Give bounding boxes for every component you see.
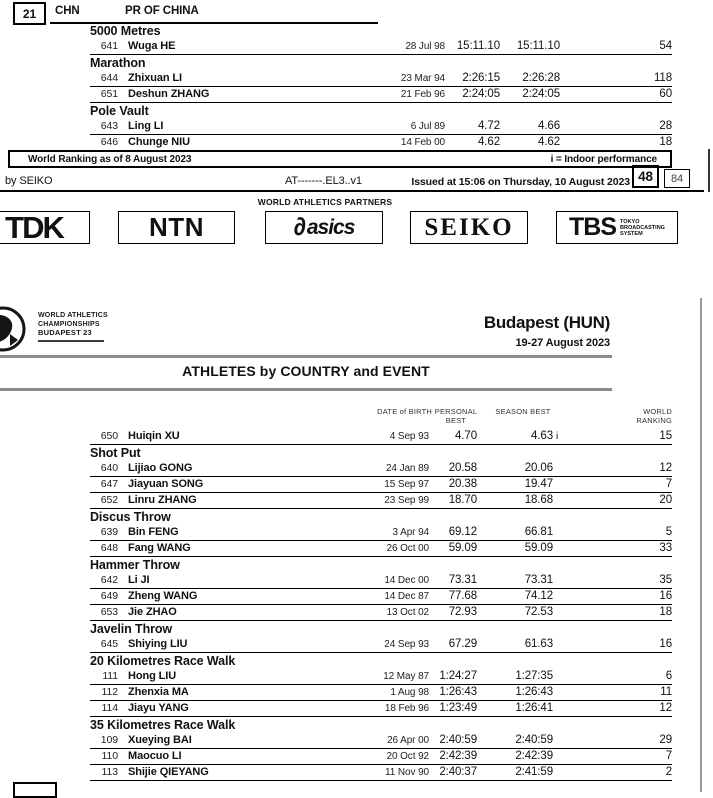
- athlete-row: [90, 573, 672, 589]
- season-best: 15:11.10: [516, 40, 560, 52]
- season-best: 73.31: [524, 574, 553, 586]
- season-best: 19.47: [524, 478, 553, 490]
- bib-number: 111: [102, 670, 118, 682]
- event-header: 5000 Metres: [90, 24, 161, 38]
- pb-header-line1: PERSONAL: [434, 407, 478, 416]
- personal-best: 73.31: [448, 574, 477, 586]
- event-header: 20 Kilometres Race Walk: [90, 654, 236, 668]
- country-rank: 21: [22, 6, 37, 21]
- personal-best: 72.93: [448, 606, 477, 618]
- rank-header-line2: RANKING: [636, 415, 672, 425]
- issued-timestamp: Issued at 15:06 on Thursday, 10 August 2023: [411, 176, 630, 188]
- date-of-birth: 14 Dec 87: [384, 591, 429, 602]
- event-header: Pole Vault: [90, 104, 149, 118]
- athlete-name: Xueying BAI: [128, 734, 192, 746]
- athlete-row: [90, 119, 672, 135]
- date-of-birth: 14 Feb 00: [400, 137, 445, 148]
- world-ranking: 12: [659, 462, 672, 474]
- athlete-row: [90, 135, 672, 151]
- date-of-birth: 18 Feb 96: [384, 703, 429, 714]
- page-total-box: [664, 169, 690, 188]
- date-of-birth: 14 Dec 00: [384, 575, 429, 586]
- bib-number: 646: [100, 136, 118, 148]
- world-ranking: 12: [659, 702, 672, 714]
- world-ranking: 16: [659, 638, 672, 650]
- date-of-birth: 24 Jan 89: [385, 463, 429, 474]
- athlete-row: [90, 749, 672, 765]
- date-of-birth: 11 Nov 90: [385, 767, 429, 778]
- athlete-row: [90, 477, 672, 493]
- athlete-name: Ling LI: [128, 120, 164, 132]
- page2-athlete-table: [90, 408, 672, 781]
- tbs-logo-subtext: [620, 219, 665, 237]
- bib-number: 641: [100, 40, 118, 52]
- athlete-name: Li JI: [128, 574, 150, 586]
- bib-number: 645: [100, 638, 118, 650]
- date-of-birth: 6 Jul 89: [410, 121, 445, 132]
- world-ranking: 20: [659, 494, 672, 506]
- season-best: 66.81: [524, 526, 553, 538]
- athlete-name: Deshun ZHANG: [128, 88, 210, 100]
- bib-number: 650: [100, 430, 118, 442]
- date-of-birth: 21 Feb 96: [400, 89, 445, 100]
- season-best: 2:42:39: [515, 750, 553, 762]
- column-header-rank: [566, 408, 672, 425]
- asics-spiral-icon: ∂: [293, 213, 306, 241]
- athlete-row: [90, 637, 672, 653]
- column-header-dob: DATE of BIRTH: [377, 407, 432, 416]
- personal-best: 59.09: [448, 542, 477, 554]
- tbs-sub-line2: BROADCASTING: [620, 224, 665, 231]
- date-of-birth: 3 Apr 94: [392, 527, 429, 538]
- athlete-row: [90, 765, 672, 781]
- athlete-row: [90, 733, 672, 749]
- athlete-row: [90, 525, 672, 541]
- country-rank-box: [13, 2, 46, 25]
- ntn-logo-text: NTN: [149, 212, 204, 242]
- world-ranking: 16: [659, 590, 672, 602]
- season-best: 2:24:05: [522, 88, 560, 100]
- event-section: [90, 509, 672, 557]
- ntn-logo: [118, 211, 235, 244]
- athlete-name: Shiying LIU: [128, 638, 188, 650]
- season-best: 4.63: [531, 430, 553, 442]
- footer-rule: [0, 190, 704, 192]
- seiko-logo: [410, 211, 528, 244]
- world-ranking: 35: [659, 574, 672, 586]
- world-ranking: 33: [659, 542, 672, 554]
- event-section: [90, 445, 672, 509]
- world-ranking: 6: [665, 670, 672, 682]
- header-rule-top: [0, 355, 612, 358]
- tbs-logo: [556, 211, 678, 244]
- world-ranking: 2: [665, 766, 672, 778]
- bib-number: 643: [100, 120, 118, 132]
- personal-best: 2:26:15: [462, 72, 500, 84]
- athlete-row: [90, 605, 672, 621]
- athlete-name: Chunge NIU: [128, 136, 190, 148]
- athlete-row: [90, 541, 672, 557]
- date-of-birth: 15 Sep 97: [384, 479, 429, 490]
- bib-number: 112: [101, 686, 118, 698]
- event-header: Hammer Throw: [90, 558, 180, 572]
- pb-header-line2: BEST: [445, 415, 467, 425]
- event-section: [90, 653, 672, 717]
- bib-number: 648: [100, 542, 118, 554]
- date-of-birth: 26 Oct 00: [386, 543, 429, 554]
- athlete-name: Hong LIU: [128, 670, 177, 682]
- event-section: [90, 717, 672, 781]
- event-section: [90, 55, 672, 103]
- personal-best: 1:23:49: [439, 702, 477, 714]
- bib-number: 647: [100, 478, 118, 490]
- tbs-sub-line1: TOKYO: [620, 218, 640, 225]
- column-header-sb: SEASON BEST: [495, 407, 551, 416]
- partners-heading: WORLD ATHLETICS PARTNERS: [257, 197, 393, 207]
- date-of-birth: 4 Sep 93: [389, 431, 429, 442]
- date-of-birth: 26 Apr 00: [387, 735, 429, 746]
- tdk-logo-text: TDK: [5, 209, 63, 245]
- season-best: 72.53: [524, 606, 553, 618]
- date-of-birth: 28 Jul 98: [405, 41, 445, 52]
- date-of-birth: 23 Sep 99: [384, 495, 429, 506]
- page2-edge-line: [700, 298, 702, 792]
- athlete-row: [90, 461, 672, 477]
- bib-number: 644: [100, 72, 118, 84]
- event-header: Discus Throw: [90, 510, 171, 524]
- wordmark-underline: [38, 340, 104, 342]
- athlete-name: Fang WANG: [128, 542, 191, 554]
- athlete-name: Huiqin XU: [128, 430, 180, 442]
- athlete-name: Wuga HE: [128, 40, 176, 52]
- bib-number: 114: [101, 702, 118, 714]
- athlete-name: Jiayuan SONG: [128, 478, 204, 490]
- personal-best: 1:26:43: [439, 686, 477, 698]
- bib-number: 653: [100, 606, 118, 618]
- personal-best: 2:24:05: [462, 88, 500, 100]
- season-best: 20.06: [524, 462, 553, 474]
- bib-number: 109: [100, 734, 118, 746]
- bib-number: 113: [101, 766, 118, 778]
- date-of-birth: 23 Mar 94: [400, 73, 445, 84]
- page-number-box: [632, 165, 659, 188]
- world-ranking: 7: [665, 750, 672, 762]
- tbs-logo-text: TBS: [569, 213, 617, 241]
- personal-best: 18.70: [448, 494, 477, 506]
- athlete-row: [90, 87, 672, 103]
- personal-best: 67.29: [448, 638, 477, 650]
- rank-header-line1: WORLD: [643, 407, 672, 416]
- season-best: 1:26:41: [515, 702, 553, 714]
- personal-best: 1:24:27: [439, 670, 477, 682]
- athlete-name: Lijiao GONG: [128, 462, 193, 474]
- page-number: 48: [638, 169, 653, 184]
- world-ranking: 54: [659, 40, 672, 52]
- bib-number: 110: [101, 750, 118, 762]
- page-total: 84: [670, 172, 684, 185]
- world-ranking: 7: [665, 478, 672, 490]
- world-ranking: 18: [659, 136, 672, 148]
- championships-wordmark: [38, 312, 108, 342]
- tdk-logo: [0, 211, 90, 244]
- event-header: 35 Kilometres Race Walk: [90, 718, 236, 732]
- country-code: CHN: [55, 5, 80, 17]
- athlete-row: [90, 429, 672, 445]
- athlete-name: Zheng WANG: [128, 590, 198, 602]
- indoor-flag: i: [556, 431, 559, 442]
- season-best: 74.12: [524, 590, 553, 602]
- athlete-row: [90, 71, 672, 87]
- season-best: 59.09: [524, 542, 553, 554]
- athlete-row: [90, 589, 672, 605]
- indoor-legend: i = Indoor performance: [550, 153, 657, 165]
- event-section: [90, 557, 672, 621]
- tbs-sub-line3: SYSTEM: [620, 230, 643, 237]
- world-ranking: 118: [653, 72, 672, 84]
- world-ranking-note: World Ranking as of 8 August 2023: [28, 153, 192, 165]
- personal-best: 4.72: [478, 120, 500, 132]
- personal-best: 2:40:37: [439, 766, 477, 778]
- season-best: 18.68: [524, 494, 553, 506]
- date-of-birth: 24 Sep 93: [384, 639, 429, 650]
- event-header: Shot Put: [90, 446, 141, 460]
- bib-number: 651: [100, 88, 118, 100]
- world-ranking: 5: [665, 526, 672, 538]
- document-code: AT-------.EL3..v1: [285, 175, 362, 187]
- season-best: 1:27:35: [515, 670, 553, 682]
- championships-emblem-icon: [0, 304, 30, 354]
- athlete-name: Jiayu YANG: [128, 702, 189, 714]
- page1-edge-line: [708, 149, 710, 192]
- date-of-birth: 12 May 87: [383, 671, 429, 682]
- athlete-name: Maocuo LI: [128, 750, 182, 762]
- page1-athlete-table: [90, 23, 672, 151]
- athlete-name: Jie ZHAO: [128, 606, 177, 618]
- personal-best: 2:40:59: [439, 734, 477, 746]
- world-ranking: 28: [659, 120, 672, 132]
- personal-best: 20.38: [448, 478, 477, 490]
- season-best: 4.62: [538, 136, 560, 148]
- athlete-name: Zhenxia MA: [128, 686, 189, 698]
- bib-number: 652: [100, 494, 118, 506]
- next-country-box: [13, 782, 57, 798]
- athlete-row: [90, 685, 672, 701]
- seiko-logo-text: SEIKO: [424, 213, 514, 241]
- timing-credit: by SEIKO: [5, 175, 53, 187]
- world-ranking: 18: [659, 606, 672, 618]
- bib-number: 642: [100, 574, 118, 586]
- world-ranking-note-box: [8, 150, 672, 168]
- personal-best: 20.58: [448, 462, 477, 474]
- athlete-name: Bin FENG: [128, 526, 179, 538]
- column-headers: [90, 408, 672, 429]
- bib-number: 649: [100, 590, 118, 602]
- date-of-birth: 13 Oct 02: [386, 607, 429, 618]
- athlete-name: Zhixuan LI: [128, 72, 183, 84]
- event-section: [90, 621, 672, 653]
- event-header: Marathon: [90, 56, 146, 70]
- season-best: 2:41:59: [515, 766, 553, 778]
- wordmark-line2: CHAMPIONSHIPS: [38, 320, 100, 328]
- wordmark-line1: WORLD ATHLETICS: [38, 312, 108, 319]
- header-rule-bottom: [0, 388, 612, 391]
- asics-logo: [265, 211, 383, 244]
- season-best: 2:40:59: [515, 734, 553, 746]
- world-ranking: 11: [660, 686, 672, 698]
- athlete-row: [90, 701, 672, 717]
- event-section: [90, 103, 672, 151]
- personal-best: 77.68: [448, 590, 477, 602]
- country-name: PR OF CHINA: [125, 5, 199, 17]
- season-best: 2:26:28: [522, 72, 560, 84]
- personal-best: 69.12: [448, 526, 477, 538]
- column-header-pb: [432, 408, 480, 425]
- season-best: 61.63: [524, 638, 553, 650]
- personal-best: 4.62: [478, 136, 500, 148]
- world-ranking: 60: [659, 88, 672, 100]
- event-dates: 19-27 August 2023: [515, 337, 610, 349]
- bib-number: 640: [100, 462, 118, 474]
- personal-best: 4.70: [455, 430, 477, 442]
- date-of-birth: 1 Aug 98: [390, 687, 429, 698]
- bib-number: 639: [100, 526, 118, 538]
- wordmark-line3: BUDAPEST 23: [38, 328, 92, 337]
- personal-best: 15:11.10: [456, 40, 500, 52]
- world-ranking: 29: [659, 734, 672, 746]
- personal-best: 2:42:39: [439, 750, 477, 762]
- asics-logo-text: asics: [306, 215, 355, 239]
- date-of-birth: 20 Oct 92: [386, 751, 429, 762]
- world-ranking: 15: [659, 430, 672, 442]
- athlete-row: [90, 669, 672, 685]
- event-section: [90, 23, 672, 55]
- season-best: 4.66: [538, 120, 560, 132]
- page-title: ATHLETES by COUNTRY and EVENT: [182, 363, 430, 379]
- event-header: Javelin Throw: [90, 622, 173, 636]
- athlete-name: Shijie QIEYANG: [128, 766, 209, 778]
- athlete-row: [90, 493, 672, 509]
- event-location: Budapest (HUN): [483, 313, 610, 332]
- athlete-row: [90, 39, 672, 55]
- season-best: 1:26:43: [515, 686, 553, 698]
- athlete-name: Linru ZHANG: [128, 494, 197, 506]
